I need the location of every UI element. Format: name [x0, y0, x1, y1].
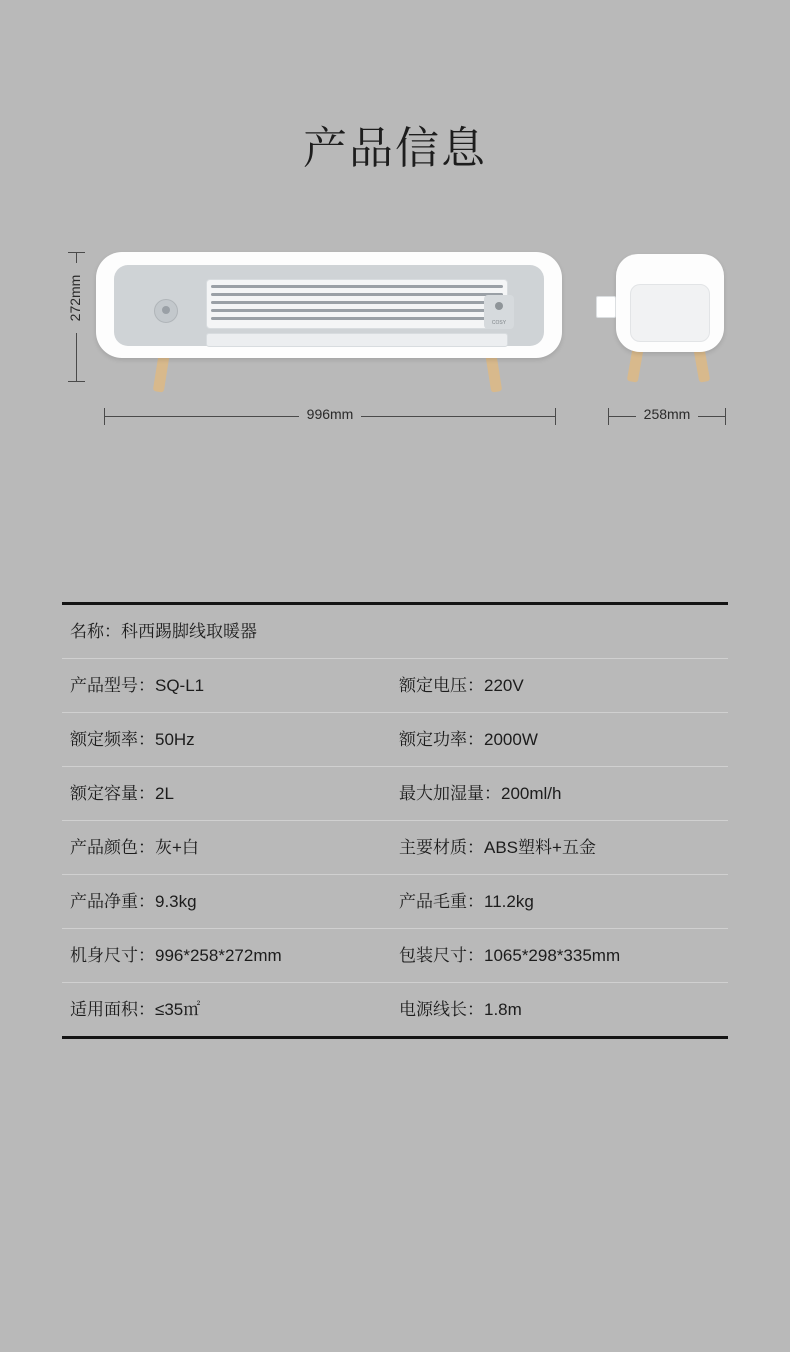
spec-row	[62, 875, 728, 929]
spec-cell-right: 主要材质：ABS塑料+五金	[399, 837, 596, 857]
spec-cell-right: 额定功率：2000W	[399, 729, 538, 749]
spec-cell-left: 名称：科西踢脚线取暖器	[70, 621, 257, 641]
spec-cell-right: 包装尺寸：1065*298*335mm	[399, 945, 621, 965]
dimension-depth-label	[608, 406, 726, 422]
side-connector-tab	[596, 296, 616, 318]
spec-row	[62, 767, 728, 821]
product-illustration	[0, 228, 790, 528]
spec-row	[62, 713, 728, 767]
spec-row	[62, 929, 728, 983]
spec-cell-right: 额定电压：220V	[399, 675, 524, 695]
heater-lower-slot	[206, 333, 508, 347]
dimension-height	[62, 252, 92, 382]
page-title: 产品信息	[303, 124, 487, 173]
dimension-width	[104, 406, 556, 428]
dimension-height-cap-top	[68, 252, 85, 253]
spec-cell-left: 产品净重：9.3kg	[70, 891, 197, 911]
spec-cell-right: 产品毛重：11.2kg	[399, 891, 534, 911]
spec-cell-left: 额定频率：50Hz	[70, 729, 195, 749]
heater-front-view	[96, 252, 562, 364]
spec-cell-left: 机身尺寸：996*258*272mm	[70, 945, 282, 965]
dimension-depth	[608, 406, 726, 428]
spec-table	[62, 602, 728, 1039]
dimension-height-cap-bottom	[68, 381, 85, 382]
spec-cell-left: 适用面积：≤35㎡	[70, 999, 201, 1019]
spec-row	[62, 983, 728, 1036]
spec-row	[62, 659, 728, 713]
spec-row	[62, 605, 728, 659]
spec-cell-right: 电源线长：1.8m	[399, 999, 522, 1019]
spec-cell-right: 最大加湿量：200ml/h	[399, 783, 562, 803]
dimension-width-label	[104, 406, 556, 422]
dimension-depth-text: 258mm	[636, 406, 699, 422]
spec-cell-left: 产品颜色：灰+白	[70, 837, 199, 857]
spec-cell-left: 额定容量：2L	[70, 783, 174, 803]
heater-side-view	[610, 254, 726, 366]
control-knob-icon	[154, 299, 178, 323]
spec-cell-left: 产品型号：SQ-L1	[70, 675, 205, 695]
front-body-shell	[96, 252, 562, 358]
dimension-width-text: 996mm	[299, 406, 362, 422]
power-indicator-icon	[495, 302, 503, 310]
dimension-height-label: 272mm	[65, 263, 85, 333]
front-inner-panel	[114, 265, 544, 346]
side-inner-panel	[630, 284, 710, 342]
brand-panel	[484, 295, 514, 329]
brand-panel-label: COSY	[491, 320, 507, 326]
spec-row	[62, 821, 728, 875]
heater-grill	[206, 279, 508, 329]
side-body-shell	[616, 254, 724, 352]
